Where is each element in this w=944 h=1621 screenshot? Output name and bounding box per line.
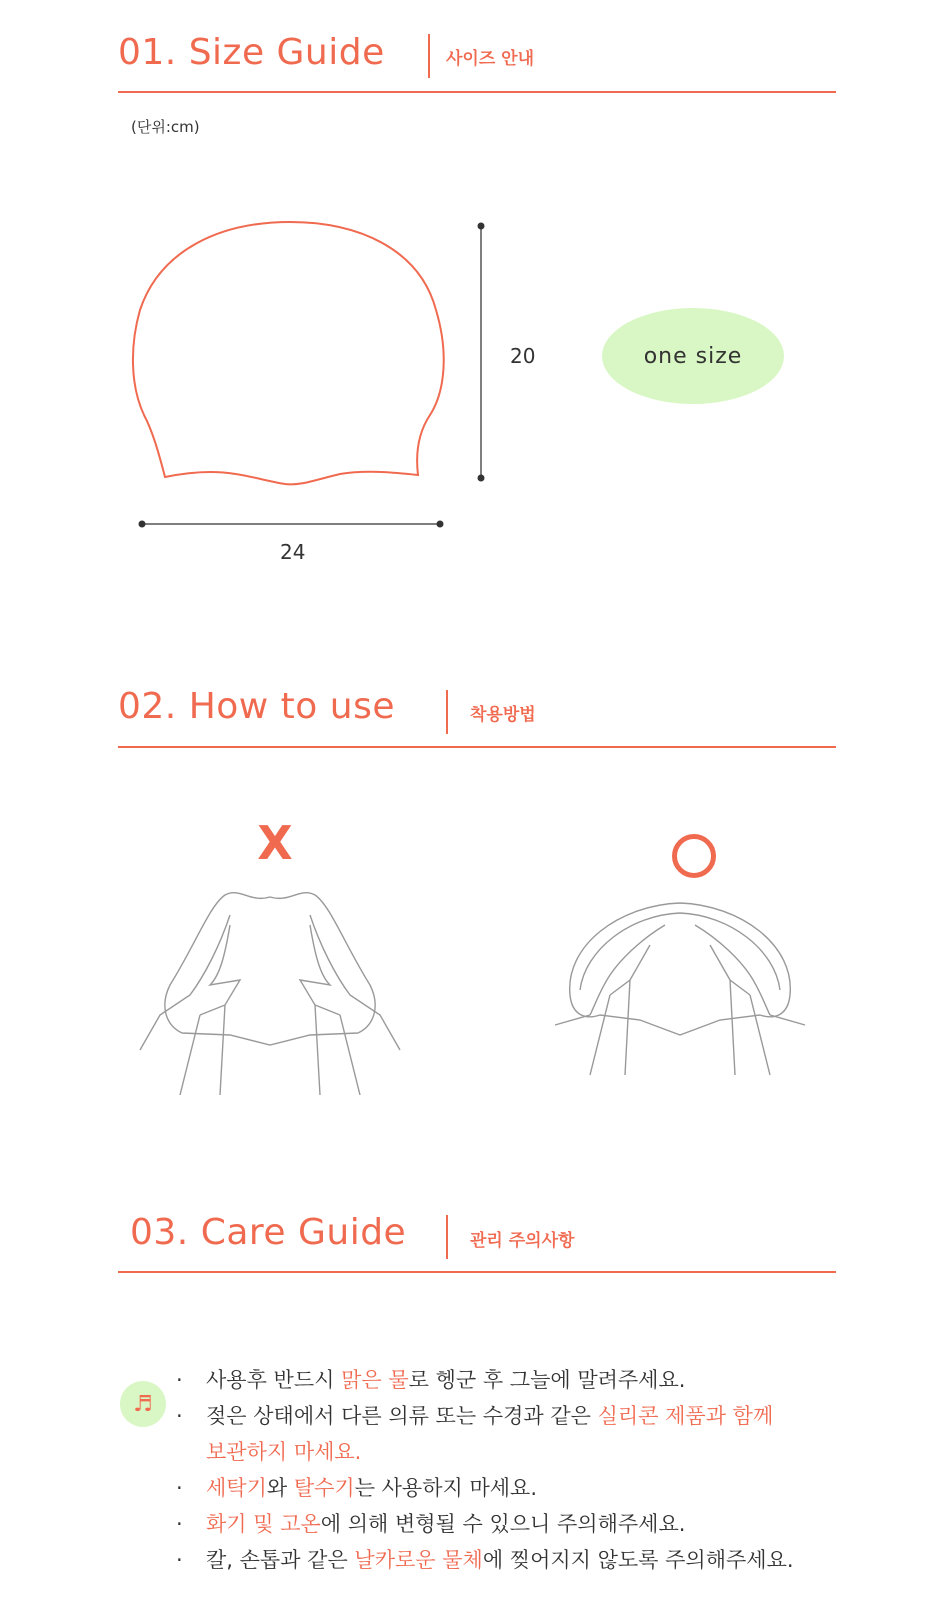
- bullet: ·: [176, 1476, 183, 1500]
- bullet: ·: [176, 1368, 183, 1392]
- care-item-4: · 화기 및 고온에 의해 변형될 수 있으니 주의해주세요.: [176, 1512, 686, 1536]
- care-item-2-continued: 보관하지 마세요.: [206, 1440, 362, 1464]
- width-dimension-line: [136, 518, 446, 530]
- size-guide-divider: [428, 34, 430, 78]
- size-guide-subtitle: 사이즈 안내: [446, 49, 535, 69]
- care-item-3: · 세탁기와 탈수기는 사용하지 마세요.: [176, 1476, 538, 1500]
- care-guide-subtitle: 관리 주의사항: [470, 1231, 575, 1251]
- height-value: 20: [510, 344, 536, 368]
- one-size-badge: [602, 308, 784, 404]
- care-item-5: · 칼, 손톱과 같은 날카로운 물체에 찢어지지 않도록 주의해주세요.: [176, 1548, 794, 1572]
- how-to-use-title: 02. How to use: [118, 686, 395, 727]
- right-way-illustration-icon: [550, 885, 810, 1085]
- width-value: 24: [280, 540, 306, 564]
- bullet: ·: [176, 1548, 183, 1572]
- bullet: ·: [176, 1404, 183, 1428]
- wrong-mark: X: [257, 816, 293, 870]
- care-item-2: · 젖은 상태에서 다른 의류 또는 수경과 같은 실리콘 제품과 함께: [176, 1404, 774, 1428]
- unit-label: (단위:cm): [131, 118, 200, 136]
- how-to-use-divider: [446, 690, 448, 734]
- care-guide-title: 03. Care Guide: [130, 1212, 407, 1253]
- care-item-1: · 사용후 반드시 맑은 물로 헹군 후 그늘에 말려주세요.: [176, 1368, 686, 1392]
- how-to-use-subtitle: 착용방법: [470, 705, 536, 725]
- one-size-label: one size: [643, 343, 743, 369]
- care-guide-divider: [446, 1215, 448, 1259]
- how-to-use-rule: [118, 746, 836, 748]
- right-mark-circle-icon: [672, 834, 716, 878]
- care-guide-rule: [118, 1271, 836, 1273]
- wrong-way-illustration-icon: [130, 885, 410, 1095]
- music-note-icon: ♬: [120, 1381, 166, 1427]
- size-guide-rule: [118, 91, 836, 93]
- height-dimension-line: [475, 220, 487, 484]
- bullet: ·: [176, 1512, 183, 1536]
- size-guide-title: 01. Size Guide: [118, 32, 385, 73]
- swim-cap-outline-icon: [130, 210, 470, 500]
